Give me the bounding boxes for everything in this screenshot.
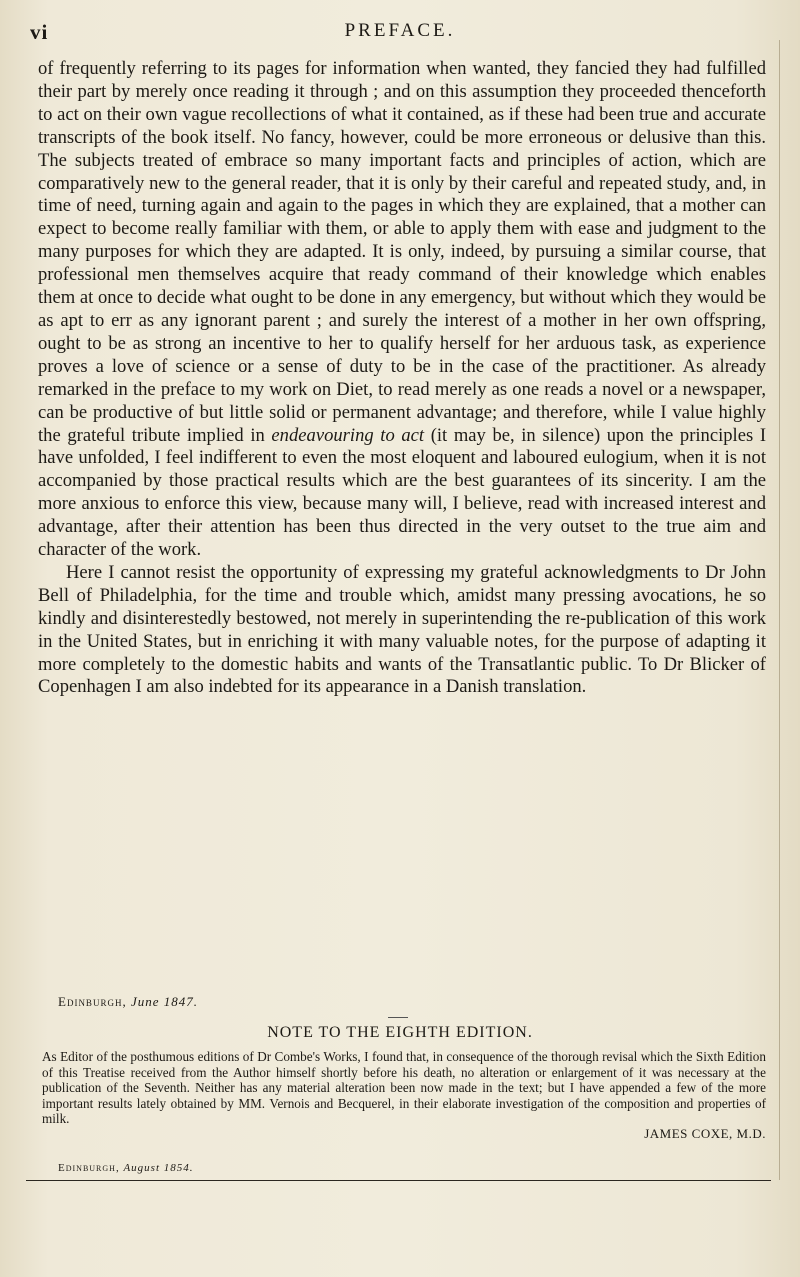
page-edge-shadow [779,40,780,1180]
note-body [42,1049,766,1141]
divider [388,1017,408,1018]
running-title: PREFACE. [344,20,456,41]
place: Edinburgh, [58,994,127,1009]
date: August 1854. [123,1162,194,1174]
page-header [30,20,770,50]
preface-body [38,58,766,699]
note-heading: NOTE TO THE EIGHTH EDITION. [267,1024,533,1041]
note-paragraph: As Editor of the posthumous editions of Dr Combe's Works, I found that, in consequence of the thorough revisal which the Sixth Edition of this Treatise received from the Author himself shortly before his death, no alteration or enlargement of it was necessary at the publication of the Seventh. Neither has any material alteration been now made in the text; but I have appended a few of the more important results lately obtained by MM. Vernois and Becquerel, in their elaborate investigation of the composition and properties of milk. [42,1049,766,1126]
place: Edinburgh, [58,1162,120,1174]
note-dateline [58,1162,194,1174]
bottom-rule [26,1180,771,1181]
note-signature: JAMES COXE, M.D. [644,1125,766,1141]
paragraph-continued [38,58,766,562]
acknowledgments-paragraph: Here I cannot resist the opportunity of expressing my grateful acknowledgments to Dr John Bell of Philadelphia, for the time and trouble which, amidst many pressing avocations, he so kindly and disinterestedly bestowed, not merely in superintending the re-publication of this work in the United States, but in enriching it with many valuable notes, for the purpose of adapting it more completely to the domestic habits and wants of the Transatlantic public. To Dr Blicker of Copenhagen I am also indebted for its appearance in a Danish translation. [38,561,766,698]
emphasized-phrase: endeavouring to act [271,424,425,446]
preface-dateline [58,994,198,1010]
date: June 1847. [130,994,198,1009]
page-number: vi [30,20,49,44]
paragraph-text: of frequently referring to its pages for information when wanted, they fancied they had fulfilled their part by merely once reading it through ; and on this assumption they proceeded thenceforth to act on their own vague recollections of what it contained, as if these had been true and accurate transcripts of the book itself. No fancy, however, could be more erroneous or delusive than this. The subjects treated of embrace so many important facts and principles of action, which are comparatively new to the general reader, that it is only by their careful and repeated study, and, in time of need, turning again and again to the pages in which they are explained, that a mother can expect to become really familiar with them, or able to apply them with ease and judgment to the many purposes for which they are adapted. It is only, indeed, by pursuing a similar course, that professional men themselves acquire that ready command of their knowledge which enables them at once to decide what ought to be done in any emergency, but without which they would be as apt to err as any ignorant parent ; and surely the interest of a mother in her own offspring, ought to be as strong an incentive to her to qualify herself for her arduous task, as experience proves a love of science or a sense of duty to be in the case of the practitioner. As already remarked in the preface to my work on Diet, to read merely as one reads a novel or a newspaper, can be productive of but little solid or permanent advantage; and therefore, while I value highly the grateful tribute implied in [38,58,766,446]
paragraph-text: (it may be, in silence) upon the principles I have unfolded, I feel indifferent to even the most eloquent and laboured eulogium, when it is not accompanied by those practical results which are the best guarantees of its sincerity. I am the more anxious to enforce this view, because many will, I believe, read with increased interest and advantage, after their attention has been thus directed in the very outset to the true aim and character of the work. [38,424,767,561]
